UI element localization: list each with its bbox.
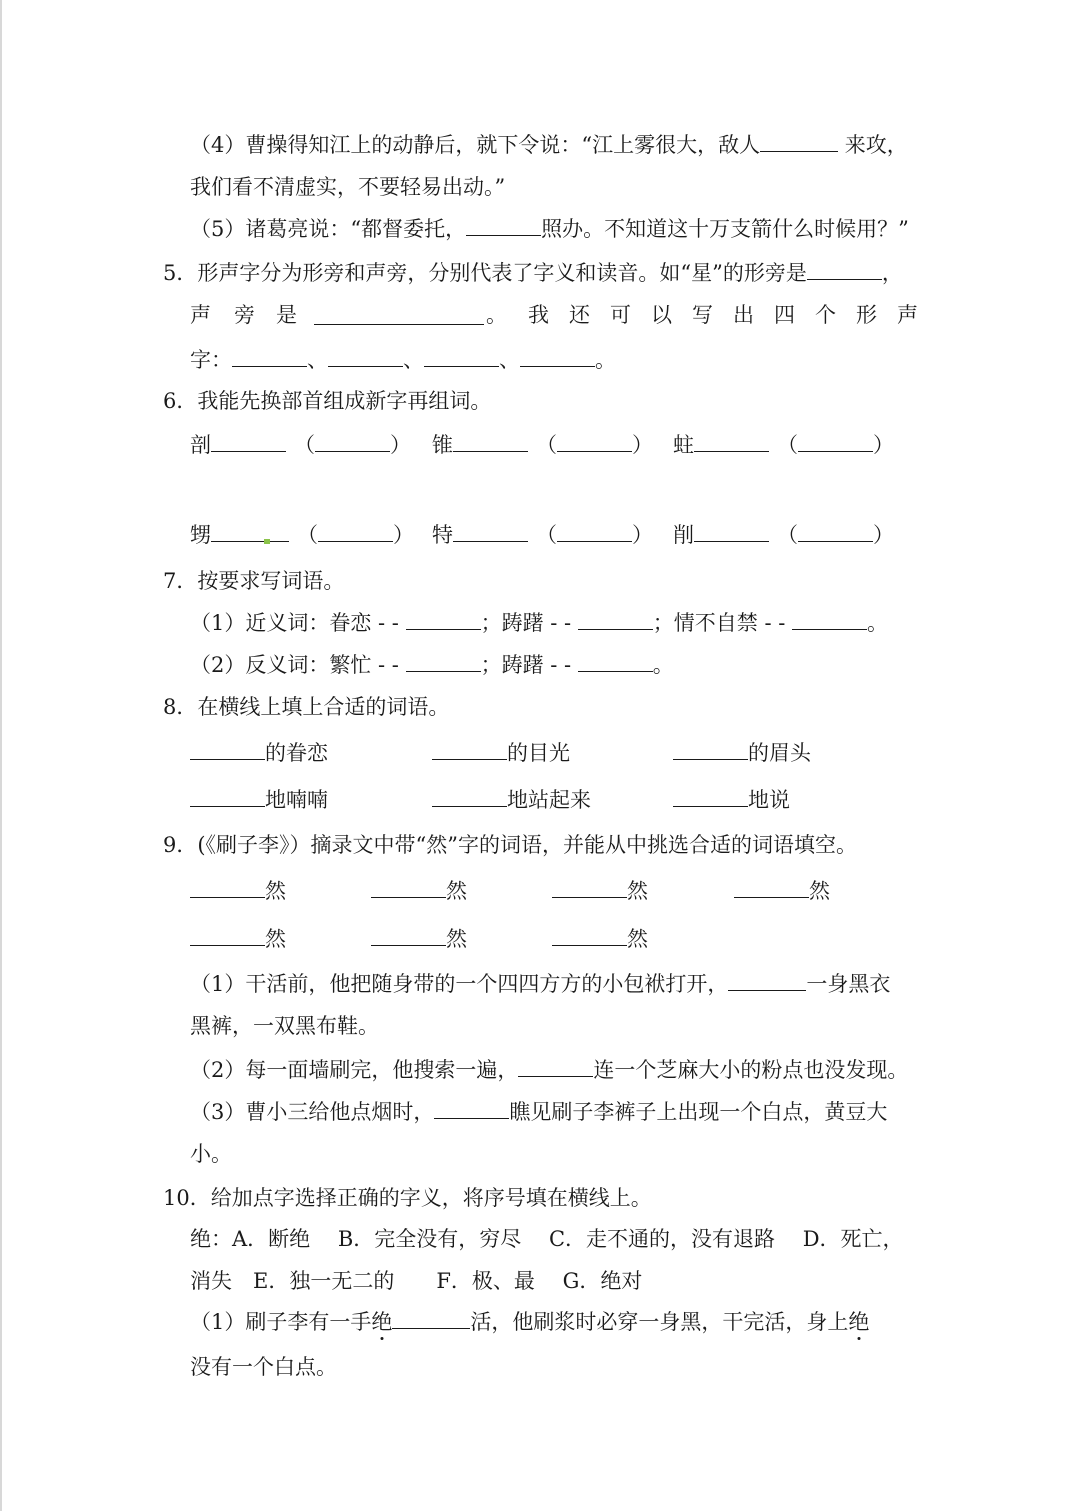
answer-blank[interactable] — [798, 521, 873, 542]
text: 连一个芝麻大小的粉点也没发现。 — [593, 1058, 909, 1082]
q8-item-1 — [190, 738, 328, 768]
q9-ran-7 — [552, 924, 648, 954]
q10-sentence-1-cont — [190, 1352, 337, 1382]
text: （4）曹操得知江上的动静后，就下令说：“江上雾很大，敌人 — [190, 133, 761, 157]
answer-blank[interactable] — [190, 877, 265, 898]
text: 个 — [815, 303, 836, 327]
answer-blank[interactable] — [520, 346, 595, 367]
q9-title — [163, 830, 857, 860]
text: 一身黑衣 — [806, 972, 891, 996]
text: 然 — [627, 879, 648, 903]
q4-sentence-4-cont — [190, 172, 505, 202]
text: （ — [777, 523, 798, 547]
q10-options-2 — [190, 1266, 642, 1296]
answer-blank[interactable] — [453, 431, 528, 452]
answer-blank[interactable] — [798, 431, 873, 452]
answer-blank[interactable] — [392, 1308, 470, 1329]
answer-blank[interactable] — [728, 970, 806, 991]
answer-blank[interactable] — [466, 215, 541, 236]
question-8-text: 8．在横线上填上合适的词语。 — [163, 695, 450, 719]
text: 以 — [651, 303, 672, 327]
text: 出 — [733, 303, 754, 327]
q9-sentence-3 — [190, 1097, 887, 1127]
text: 声 — [897, 303, 918, 327]
text: 然 — [809, 879, 830, 903]
q4-sentence-5 — [190, 214, 909, 244]
answer-blank[interactable] — [211, 521, 289, 542]
q6-title — [163, 386, 491, 416]
text: 地站起来 — [507, 788, 591, 812]
answer-blank[interactable] — [807, 259, 882, 280]
char: 蛀 — [673, 433, 694, 457]
text: 然 — [265, 927, 286, 951]
text: 的目光 — [507, 741, 570, 765]
text: （5）诸葛亮说：“都督委托， — [190, 217, 467, 241]
q7-line-1 — [190, 608, 888, 638]
q9-ran-2 — [371, 876, 467, 906]
text: ） — [393, 523, 414, 547]
text: （ — [777, 433, 798, 457]
text: 然 — [627, 927, 648, 951]
answer-blank[interactable] — [557, 431, 632, 452]
text: 没有一个白点。 — [190, 1355, 337, 1379]
text: 可 — [610, 303, 631, 327]
answer-blank[interactable] — [211, 431, 286, 452]
q9-ran-6 — [371, 924, 467, 954]
q6-group-2 — [432, 430, 653, 460]
char: 剖 — [190, 433, 211, 457]
text: 活，他刷浆时必穿一身黑，干完活，身上 — [470, 1310, 849, 1334]
answer-blank[interactable] — [328, 346, 403, 367]
text: ；踌躇 - - — [480, 611, 578, 635]
text: （ — [536, 433, 557, 457]
page-edge — [0, 0, 2, 1511]
text: 。 — [867, 611, 889, 635]
text: 写 — [692, 303, 713, 327]
answer-blank[interactable] — [673, 739, 748, 760]
q9-sentence-1 — [190, 969, 890, 999]
text: ） — [632, 523, 653, 547]
char: 锥 — [432, 433, 453, 457]
text: （ — [536, 523, 557, 547]
q6-group-5 — [432, 520, 653, 550]
text: ） — [873, 523, 894, 547]
answer-blank[interactable] — [760, 131, 838, 152]
q8-item-5 — [432, 785, 591, 815]
q9-sentence-3-cont — [190, 1139, 232, 1169]
question-5-text: 5．形声字分为形旁和声旁，分别代表了字义和读音。如“星”的形旁是 — [163, 261, 807, 285]
answer-blank[interactable] — [552, 925, 627, 946]
text: 还 — [569, 303, 590, 327]
answer-blank[interactable] — [453, 521, 528, 542]
answer-blank[interactable] — [578, 609, 653, 630]
q9-sentence-1-cont — [190, 1011, 379, 1041]
q9-ran-3 — [552, 876, 648, 906]
text: 地说 — [748, 788, 790, 812]
answer-blank[interactable] — [432, 739, 507, 760]
text: 照办。不知道这十万支箭什么时候用？” — [541, 217, 909, 241]
text: 小。 — [190, 1142, 232, 1166]
answer-blank[interactable] — [694, 521, 769, 542]
q8-title — [163, 692, 449, 722]
text: 声 — [190, 303, 211, 327]
answer-blank[interactable] — [792, 609, 867, 630]
text: 的眷恋 — [265, 741, 328, 765]
answer-blank[interactable] — [557, 521, 632, 542]
answer-blank[interactable] — [434, 1098, 509, 1119]
text: 形 — [856, 303, 877, 327]
text: （ — [294, 433, 315, 457]
q6-group-6 — [673, 520, 894, 550]
answer-blank[interactable] — [315, 431, 390, 452]
text: 瞧见刷子李裤子上出现一个白点，黄豆大 — [509, 1100, 888, 1124]
q9-sentence-2 — [190, 1055, 908, 1085]
text: ， — [881, 261, 903, 285]
text: 我 — [528, 303, 549, 327]
dotted-char: 绝 — [371, 1310, 393, 1334]
q6-group-1 — [190, 430, 411, 460]
char: 削 — [673, 523, 694, 547]
answer-blank[interactable] — [314, 304, 484, 325]
answer-blank[interactable] — [518, 1056, 593, 1077]
text: 然 — [446, 879, 467, 903]
q8-item-2 — [432, 738, 570, 768]
answer-blank[interactable] — [734, 877, 809, 898]
text: （3）曹小三给他点烟时， — [190, 1100, 435, 1124]
answer-blank[interactable] — [190, 786, 265, 807]
text: 字： — [190, 348, 232, 372]
q10-options-1 — [190, 1224, 904, 1254]
dotted-char: 绝 — [848, 1310, 870, 1334]
answer-blank[interactable] — [406, 651, 481, 672]
text: 、 — [307, 348, 328, 372]
text: 的眉头 — [748, 741, 811, 765]
text: 。 — [652, 653, 674, 677]
answer-blank[interactable] — [371, 925, 446, 946]
answer-blank[interactable] — [694, 431, 769, 452]
char: 特 — [432, 523, 453, 547]
text: 四 — [774, 303, 795, 327]
answer-blank[interactable] — [190, 925, 265, 946]
text: 是 — [276, 303, 297, 327]
answer-blank[interactable] — [190, 739, 265, 760]
q5-line-1 — [163, 258, 903, 288]
q9-ran-5 — [190, 924, 286, 954]
q8-item-6 — [673, 785, 790, 815]
answer-blank[interactable] — [406, 609, 481, 630]
text: 消失 E．独一无二的 F．极、最 G．绝对 — [190, 1269, 643, 1293]
q7-line-2 — [190, 650, 674, 680]
text: （2）反义词：繁忙 - - — [190, 653, 406, 677]
text: （1）刷子李有一手 — [190, 1310, 372, 1334]
text: （ — [297, 523, 318, 547]
question-10-text: 10．给加点字选择正确的字义，将序号填在横线上。 — [163, 1186, 652, 1210]
char: 甥 — [190, 523, 211, 547]
text: 绝：A．断绝 B．完全没有，穷尽 C．走不通的，没有退路 D．死亡， — [190, 1227, 904, 1251]
text: ） — [632, 433, 653, 457]
q6-group-4 — [190, 520, 414, 550]
text: 。 — [595, 348, 616, 372]
q5-line-3 — [190, 345, 616, 375]
answer-blank[interactable] — [371, 877, 446, 898]
text: 然 — [265, 879, 286, 903]
answer-blank[interactable] — [673, 786, 748, 807]
text: 、 — [403, 348, 424, 372]
text: 旁 — [234, 303, 255, 327]
text: 地喃喃 — [265, 788, 328, 812]
text: 黑裤，一双黑布鞋。 — [190, 1014, 379, 1038]
text: ） — [390, 433, 411, 457]
question-7-text: 7．按要求写词语。 — [163, 569, 345, 593]
green-mark — [264, 539, 270, 544]
question-6-text: 6．我能先换部首组成新字再组词。 — [163, 389, 492, 413]
q8-item-4 — [190, 785, 328, 815]
q6-group-3 — [673, 430, 894, 460]
answer-blank[interactable] — [578, 651, 653, 672]
q10-title — [163, 1183, 652, 1213]
text: ；踌躇 - - — [480, 653, 578, 677]
q7-title — [163, 566, 344, 596]
q9-ran-1 — [190, 876, 286, 906]
text: 、 — [499, 348, 520, 372]
answer-blank[interactable] — [552, 877, 627, 898]
q8-item-3 — [673, 738, 811, 768]
text: ；情不自禁 - - — [652, 611, 793, 635]
question-9-text: 9．(《刷子李》）摘录文中带“然”字的词语，并能从中挑选合适的词语填空。 — [163, 833, 858, 857]
q9-ran-4 — [734, 876, 830, 906]
text: 来攻， — [838, 133, 908, 157]
text: （2）每一面墙刷完，他搜索一遍， — [190, 1058, 519, 1082]
answer-blank[interactable] — [432, 786, 507, 807]
q4-sentence-4 — [190, 130, 908, 160]
text: （1）近义词：眷恋 - - — [190, 611, 406, 635]
q10-sentence-1 — [190, 1307, 869, 1337]
answer-blank[interactable] — [232, 346, 307, 367]
text: 。 — [486, 303, 507, 327]
answer-blank[interactable] — [318, 521, 393, 542]
text: 我们看不清虚实，不要轻易出动。” — [190, 175, 506, 199]
text: ） — [873, 433, 894, 457]
text: 然 — [446, 927, 467, 951]
text: （1）干活前，他把随身带的一个四四方方的小包袱打开， — [190, 972, 729, 996]
answer-blank[interactable] — [424, 346, 499, 367]
